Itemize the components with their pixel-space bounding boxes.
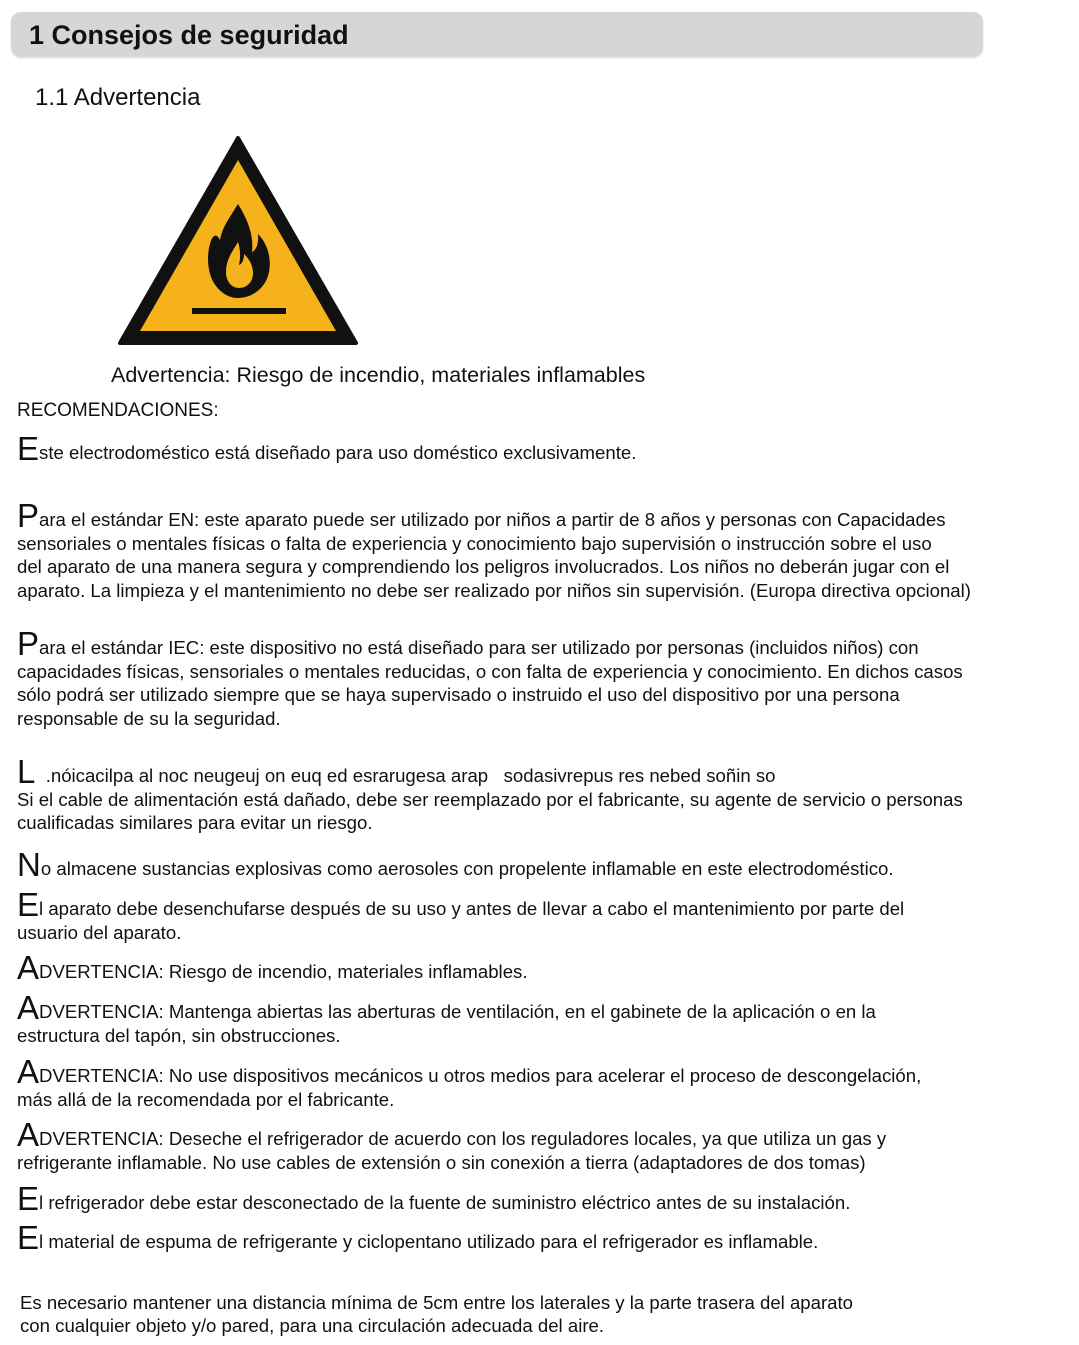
- paragraph-line: DVERTENCIA: Riesgo de incendio, materiales inflamables.: [39, 961, 528, 982]
- paragraph-iec-standard: [17, 625, 1077, 730]
- paragraph-line: DVERTENCIA: Mantenga abiertas las aberturas de ventilación, en el gabinete de la aplicación o en la: [39, 1001, 876, 1022]
- paragraph-line: aparato. La limpieza y el mantenimiento no debe ser realizado por niños sin supervisión. (Europa directiva opcional): [17, 579, 971, 601]
- paragraph-line: cualificadas similares para evitar un riesgo.: [17, 812, 373, 833]
- drop-cap: P: [17, 625, 40, 662]
- flammable-warning-icon: [118, 136, 358, 346]
- paragraph-line: sólo podrá ser utilizado siempre que se haya supervisado o instruido el uso del dispositivo por una persona: [17, 684, 900, 705]
- paragraph-disposal: [17, 1116, 1077, 1174]
- paragraph-foam: [17, 1219, 1077, 1256]
- paragraph-line: del aparato de una manera segura y comprendiendo los peligros involucrados. Los niños no deberán jugar con el: [17, 556, 950, 577]
- drop-cap: E: [17, 886, 40, 923]
- paragraph-line: DVERTENCIA: No use dispositivos mecánicos u otros medios para acelerar el proceso de descongelación,: [39, 1065, 922, 1086]
- paragraph-unplug: [17, 886, 1077, 944]
- note-line: con cualquier objeto y/o pared, para una circulación adecuada del aire.: [20, 1315, 605, 1336]
- paragraph-line: capacidades físicas, sensoriales o mentales reducidas, o con falta de experiencia y conocimiento. En dichos casos: [17, 660, 963, 682]
- warning-caption: Advertencia: Riesgo de incendio, materiales inflamables: [111, 363, 646, 387]
- paragraph-line: ara el estándar EN: este aparato puede ser utilizado por niños a partir de 8 años y personas con Capacidades: [39, 509, 946, 530]
- drop-cap: N: [17, 846, 41, 883]
- paragraph-ventilation: [17, 989, 1077, 1047]
- drop-cap: A: [17, 989, 40, 1026]
- paragraph-line: .nóicacilpa al noc neugeuj on euq ed esrarugesa arap sodasivrepus res nebed soñin so: [35, 765, 776, 786]
- recommendations-label: RECOMENDACIONES:: [17, 400, 219, 421]
- paragraph-line: ste electrodoméstico está diseñado para uso doméstico exclusivamente.: [39, 442, 637, 463]
- drop-cap: E: [17, 430, 40, 467]
- drop-cap: P: [17, 497, 40, 534]
- section-title: 1 Consejos de seguridad: [29, 20, 349, 50]
- paragraph-line: o almacene sustancias explosivas como aerosoles con propelente inflamable en este electrodoméstico.: [40, 858, 894, 879]
- section-header: [11, 12, 983, 57]
- paragraph-line: Si el cable de alimentación está dañado, debe ser reemplazado por el fabricante, su agente de servicio o personas: [17, 788, 963, 810]
- drop-cap: A: [17, 949, 40, 986]
- paragraph-fire-risk: [17, 949, 1077, 986]
- drop-cap: A: [17, 1053, 40, 1090]
- drop-cap: E: [17, 1180, 40, 1217]
- paragraph-power-cable: [17, 753, 1077, 835]
- paragraph-line: sensoriales o mentales físicas o falta de experiencia y conocimiento bajo supervisión o instrucción sobre el uso: [17, 532, 932, 554]
- drop-cap: A: [17, 1116, 40, 1153]
- note-line: Es necesario mantener una distancia mínima de 5cm entre los laterales y la parte trasera del aparato: [20, 1292, 854, 1313]
- paragraph-line: usuario del aparato.: [17, 921, 182, 943]
- subsection-title: 1.1 Advertencia: [35, 84, 201, 111]
- paragraph-disconnect: [17, 1180, 1077, 1217]
- paragraph-line: estructura del tapón, sin obstrucciones.: [17, 1024, 341, 1046]
- paragraph-line: l refrigerador debe estar desconectado de la fuente de suministro eléctrico antes de su instalación.: [39, 1192, 851, 1213]
- paragraph-defrost: [17, 1053, 1077, 1111]
- paragraph-en-standard: [17, 497, 1077, 602]
- drop-cap: E: [17, 1219, 40, 1256]
- drop-cap: L: [17, 753, 36, 790]
- paragraph-line: más allá de la recomendada por el fabricante.: [17, 1088, 395, 1110]
- paragraph-explosives: [17, 846, 1077, 883]
- paragraph-line: DVERTENCIA: Deseche el refrigerador de acuerdo con los reguladores locales, ya que utiliza un gas y: [39, 1128, 887, 1149]
- paragraph-line: l aparato debe desenchufarse después de su uso y antes de llevar a cabo el mantenimiento por parte del: [39, 898, 905, 919]
- distance-note: [20, 1291, 853, 1337]
- paragraph-line: refrigerante inflamable. No use cables de extensión o sin conexión a tierra (adaptadores de dos tomas): [17, 1151, 866, 1173]
- paragraph-line: ara el estándar IEC: este dispositivo no está diseñado para ser utilizado por personas (incluidos niños) con: [39, 637, 919, 658]
- paragraph-domestic-use: [17, 430, 1077, 467]
- paragraph-line: l material de espuma de refrigerante y ciclopentano utilizado para el refrigerador es inflamable.: [39, 1231, 819, 1252]
- paragraph-line: responsable de su la seguridad.: [17, 707, 281, 729]
